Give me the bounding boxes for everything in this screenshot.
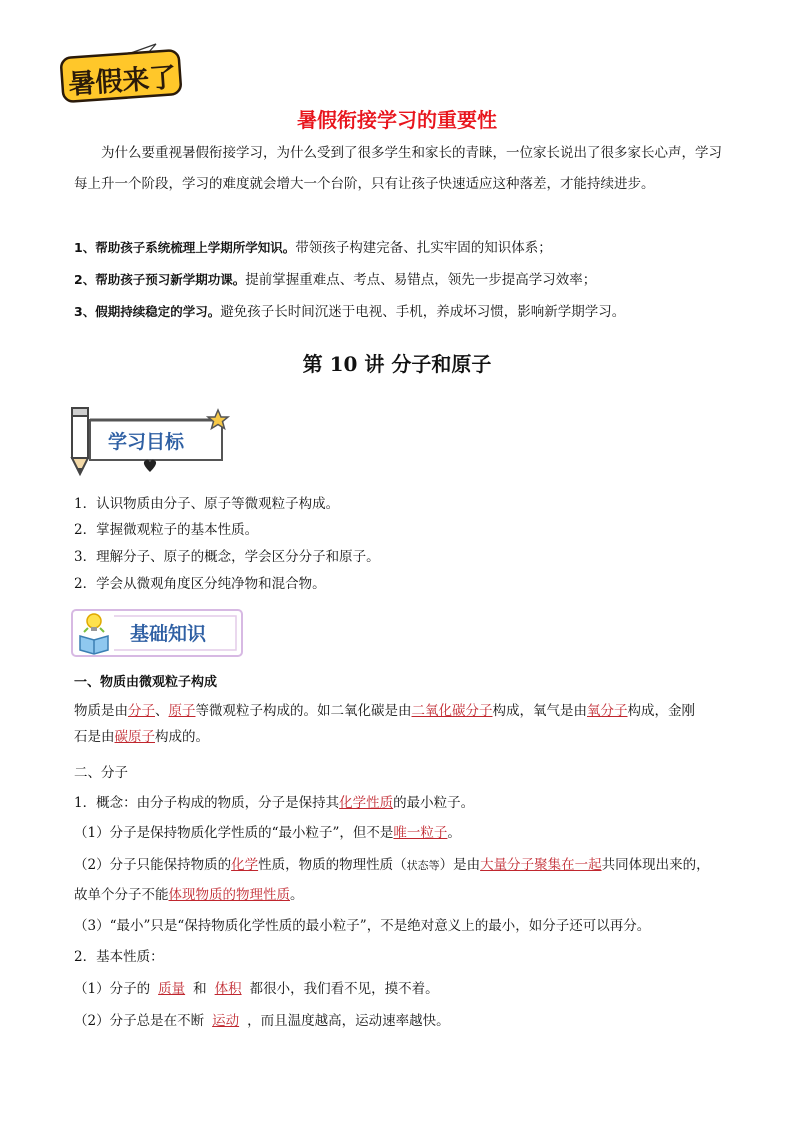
concept-point-2: （2）分子只能保持物质的化学性质，物质的物理性质（状态等）是由大量分子聚集在一起共同体现出来的， (74, 857, 710, 873)
answer-blank: 唯一粒子 (393, 825, 448, 841)
logo-text: 暑假来了 (67, 62, 178, 101)
goal-item-2: 2．掌握微观粒子的基本性质。 (74, 522, 259, 538)
answer-blank: 原子 (168, 703, 196, 719)
answer-blank: 化学性质 (339, 795, 394, 811)
tip-3 (74, 300, 754, 320)
properties-title: 2．基本性质： (74, 949, 164, 965)
basic-knowledge-label: 基础知识 (130, 623, 207, 645)
tip-2 (74, 268, 754, 288)
answer-blank: 分子 (128, 703, 155, 719)
section-1-line-2: 石是由碳原子构成的。 (74, 729, 209, 745)
tip-1-bold: 1、帮助孩子系统梳理上学期所学知识。 (74, 240, 296, 255)
tip-2-text: 提前掌握重难点、考点、易错点，领先一步提高学习效率； (245, 272, 597, 288)
answer-blank: 二氧化碳分子 (411, 703, 493, 719)
answer-blank: 运动 (212, 1013, 240, 1029)
property-2: （2）分子总是在不断 运动 ，而且温度越高，运动速率越快。 (74, 1013, 450, 1029)
page-title: 暑假衔接学习的重要性 (297, 108, 497, 132)
answer-blank: 体现物质的物理性质 (168, 887, 290, 903)
answer-blank: 碳原子 (114, 729, 155, 745)
basic-knowledge-badge (70, 606, 246, 660)
section-1-title: 一、物质由微观粒子构成 (74, 675, 218, 690)
tip-1 (74, 236, 754, 256)
property-1: （1）分子的 质量 和 体积 都很小，我们看不见，摸不着。 (74, 981, 439, 997)
section-1-line-1: 物质是由分子、原子等微观粒子构成的。如二氧化碳是由二氧化碳分子构成，氧气是由氧分子构成，金刚 (74, 703, 695, 719)
answer-blank: 化学 (231, 857, 259, 873)
answer-blank: 大量分子聚集在一起 (480, 857, 602, 873)
section-2-title: 二、分子 (74, 765, 128, 781)
concept-point-2-cont: 故单个分子不能体现物质的物理性质。 (74, 887, 304, 903)
intro-paragraph: 为什么要重视暑假衔接学习，为什么受到了很多学生和家长的青睐，一位家长说出了很多家长心声，学习每上升一个阶段，学习的难度就会增大一个台阶，只有让孩子快速适应这种落差，才能持续进步。 (74, 145, 722, 192)
pencil-icon (72, 408, 88, 474)
learning-goals-badge (66, 400, 236, 480)
answer-blank: 质量 (158, 981, 186, 997)
goal-item-4: 2．学会从微观角度区分纯净物和混合物。 (74, 576, 326, 592)
concept-line: 1．概念：由分子构成的物质，分子是保持其化学性质的最小粒子。 (74, 795, 475, 811)
summer-logo (58, 40, 188, 106)
concept-point-1: （1）分子是保持物质化学性质的“最小粒子”，但不是唯一粒子。 (74, 825, 461, 841)
tip-3-bold: 3、假期持续稳定的学习。 (74, 304, 221, 319)
learning-goals-label: 学习目标 (108, 431, 185, 453)
goal-item-3: 3．理解分子、原子的概念，学会区分分子和原子。 (74, 549, 380, 565)
heart-icon (144, 460, 156, 472)
concept-point-3: （3）“最小”只是“保持物质化学性质的最小粒子”，不是绝对意义上的最小，如分子还可以再分。 (74, 918, 651, 934)
lecture-title: 第 10 讲 分子和原子 (302, 352, 492, 376)
tip-1-text: 带领孩子构建完备、扎实牢固的知识体系； (295, 240, 552, 256)
goal-item-1: 1．认识物质由分子、原子等微观粒子构成。 (74, 496, 340, 512)
tip-3-text: 避免孩子长时间沉迷于电视、手机，养成坏习惯，影响新学期学习。 (220, 304, 626, 320)
tip-2-bold: 2、帮助孩子预习新学期功课。 (74, 272, 246, 287)
answer-blank: 氧分子 (587, 703, 628, 719)
answer-blank: 体积 (214, 981, 242, 997)
